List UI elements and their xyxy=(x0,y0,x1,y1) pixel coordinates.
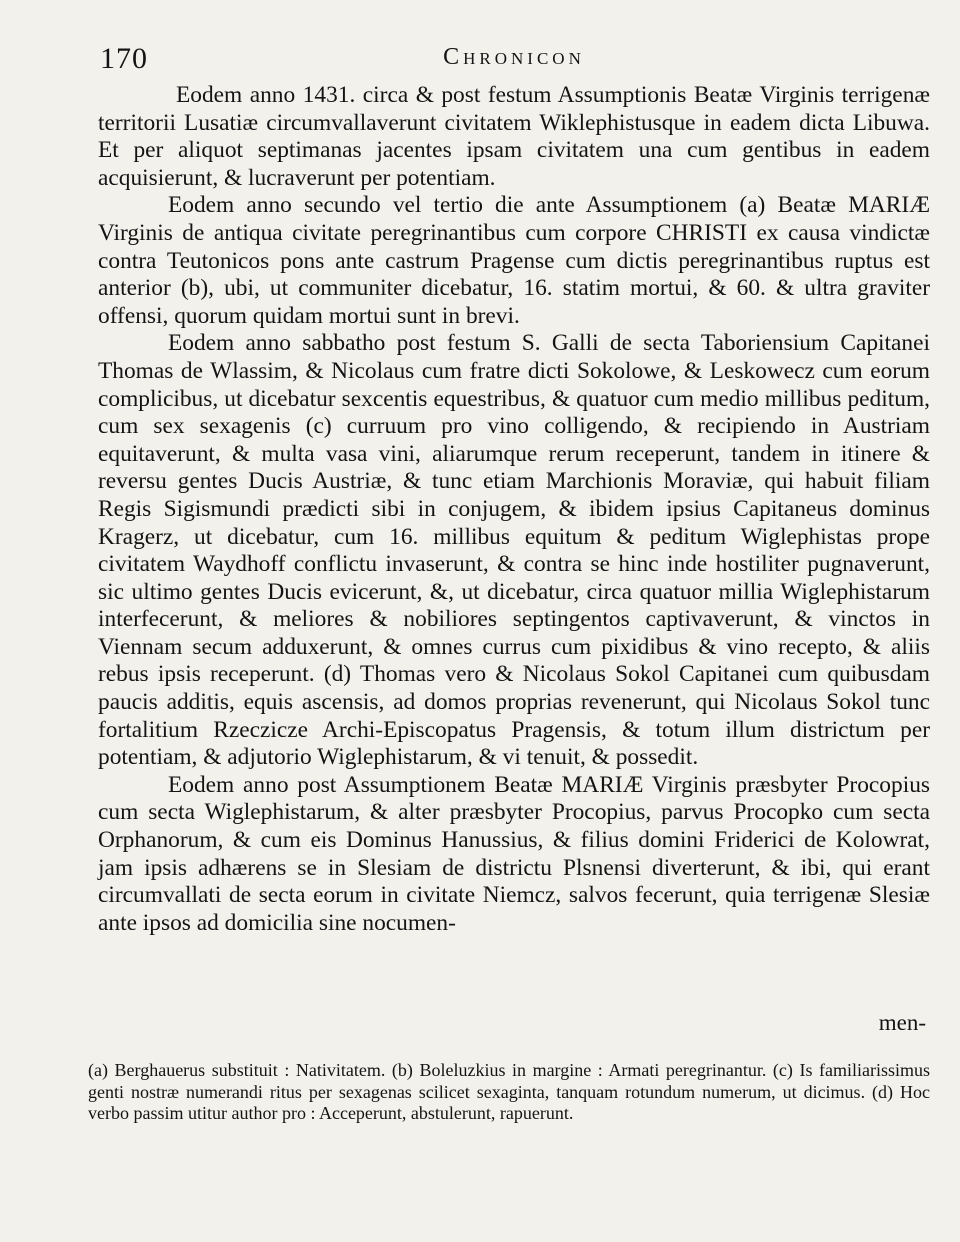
page-number: 170 xyxy=(100,42,148,75)
catchword: men- xyxy=(878,1010,926,1035)
paragraph: Eodem anno post Assumptionem Beatæ MARIÆ Virginis præsbyter Procopius cum secta Wiglephistarum, & alter præsbyter Procopius, parvus Procopko cum secta Orphanorum, & cum eis Dominus Hanussius, & filius domini Friderici de Kolowrat, jam ipsis adhærens se in Slesiam de districtu Plsnensi diverterunt, & ibi, qui erant circumvallati de secta eorum in civitate Niemcz, salvos fecerunt, quia terrigenæ Slesiæ ante ipsos ad domicilia sine nocumen- xyxy=(98,771,930,936)
main-text xyxy=(98,82,930,937)
footnotes: (a) Berghauerus substituit : Nativitatem. (b) Boleluzkius in margine : Armati peregrinantur. (c) Is familiarissimus genti nostræ numerandi ritus per sexagenas scilicet sexaginta, tanquam rotundum numerum, ut dicimus. (d) Hoc verbo passim utitur author pro : Acceperunt, abstulerunt, rapuerunt. xyxy=(88,1060,930,1123)
running-title: Chronicon xyxy=(443,44,585,70)
paragraph: Eodem anno secundo vel tertio die ante Assumptionem (a) Beatæ MARIÆ Virginis de antiqua civitate peregrinantibus cum corpore CHRISTI ex causa vindictæ contra Teutonicos pons ante castrum Pragense cum dictis peregrinantibus ruptus est anterior (b), ubi, ut communiter dicebatur, 16. statim mortui, & 60. & ultra graviter offensi, quorum quidam mortui sunt in brevi. xyxy=(98,192,930,329)
paragraph: Eodem anno 1431. circa & post festum Assumptionis Beatæ Virginis terrigenæ territorii Lusatiæ circumvallaverunt civitatem Wiklephistusque in eadem dicta Libuwa. Et per aliquot septimanas jacentes ipsam civitatem una cum gentibus in eadem acquisierunt, & lucraverunt per potentiam. xyxy=(98,82,930,191)
paragraph: Eodem anno sabbatho post festum S. Galli de secta Taboriensium Capitanei Thomas de Wlassim, & Nicolaus cum fratre dicti Sokolowe, & Leskowecz cum eorum complicibus, ut dicebatur sexcentis equestribus, & quatuor cum medio millibus peditum, cum sex sexagenis (c) curruum pro vino colligendo, & recipiendo in Austriam equitaverunt, & multa vasa vini, aliarumque rerum receperunt, tandem in itinere & reversu gentes Ducis Austriæ, & tunc etiam Marchionis Moraviæ, qui habuit filiam Regis Sigismundi prædicti sibi in conjugem, & ibidem ipsius Capitaneus dominus Kragerz, ut dicebatur, cum 16. millibus equitum & peditum Wiglephistas prope civitatem Waydhoff conflictu invaserunt, & contra se hinc inde hostiliter pugnaverunt, sic ultimo gentes Ducis evicerunt, &, ut dicebatur, circa quatuor millia Wiglephistarum interfecerunt, & meliores & nobiliores septingentos captivaverunt, & vinctos in Viennam secum adduxerunt, & omnes currus cum pixidibus & vino recepto, & aliis rebus ipsis receperunt. (d) Thomas vero & Nicolaus Sokol Capitanei cum quibusdam paucis additis, equis ascensis, ad domos proprias revenerunt, qui Nicolaus Sokol tunc fortalitium Rzeczicze Archi-Episcopatus Pragensis, & totum illum districtum per potentiam, & adjutorio Wiglephistarum, & vi tenuit, & possedit. xyxy=(98,330,930,771)
page-header xyxy=(98,38,930,82)
